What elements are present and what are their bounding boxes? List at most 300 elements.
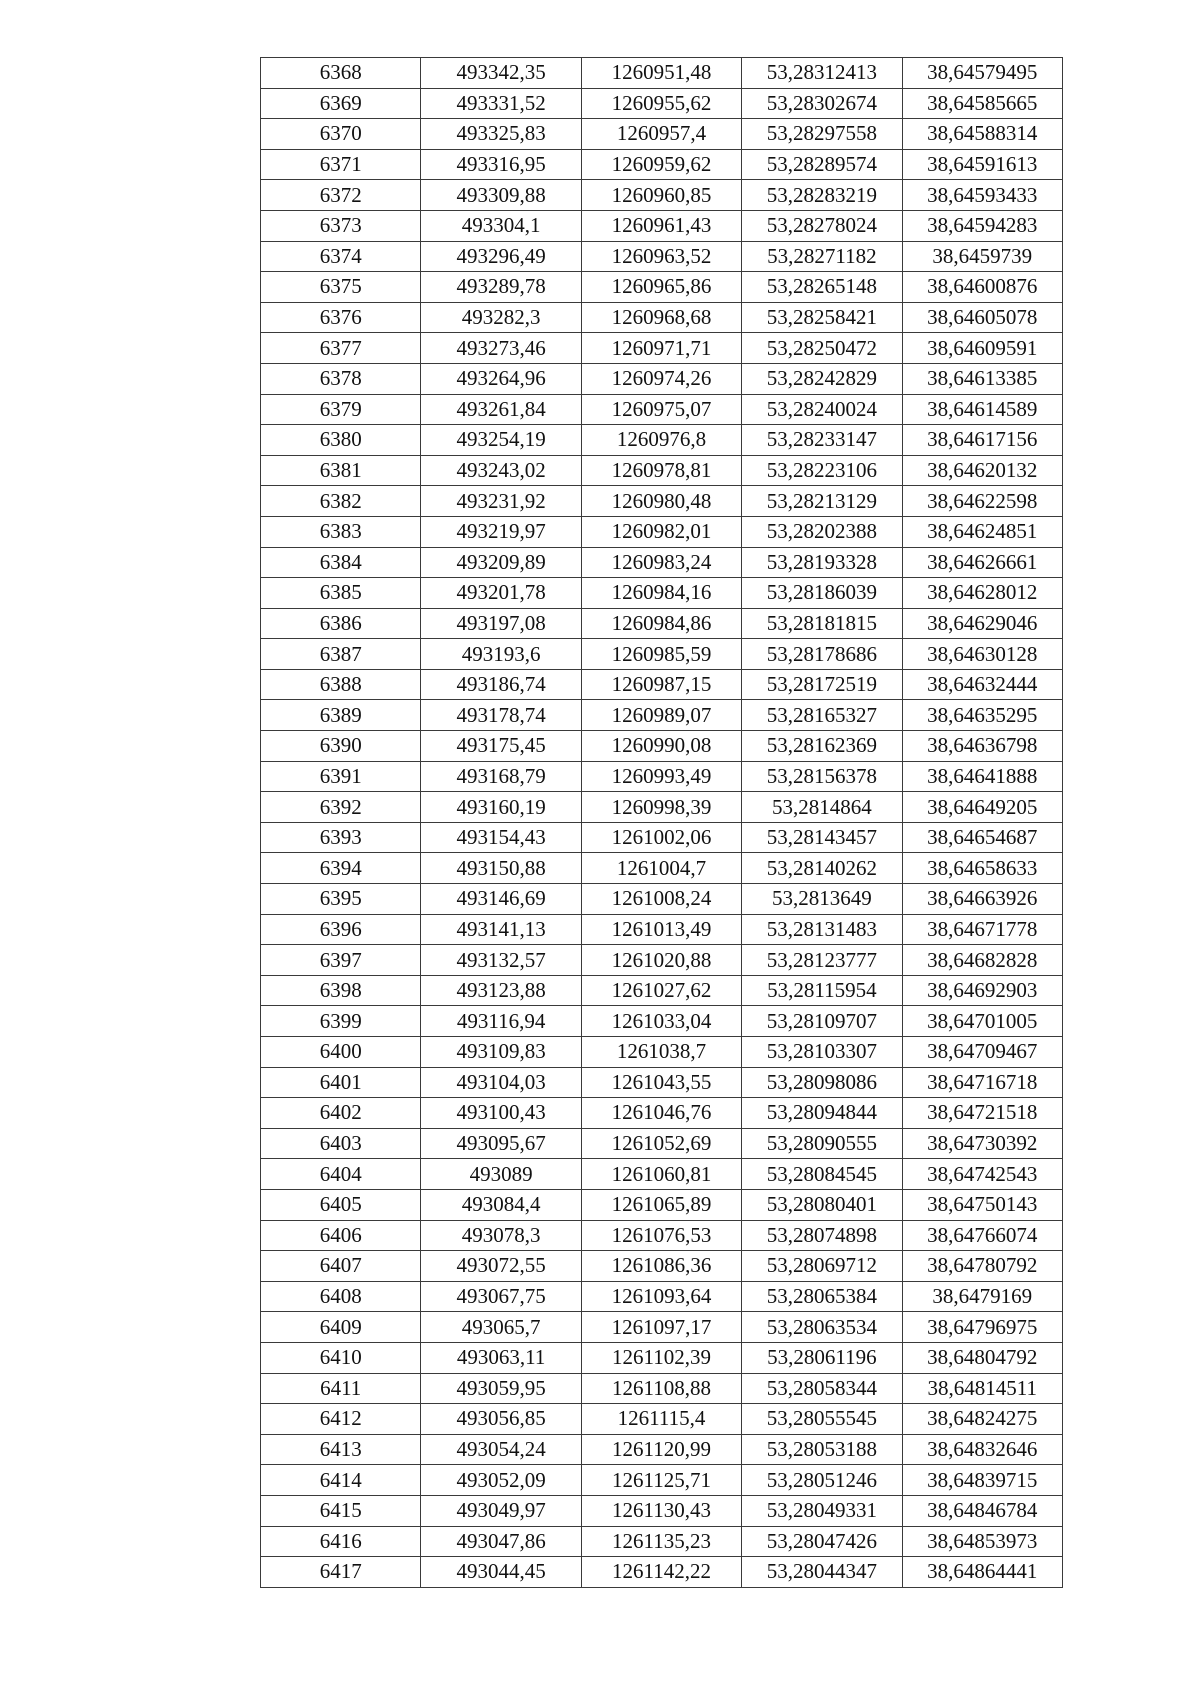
x-coordinate-cell: 493095,67 — [421, 1128, 581, 1159]
y-coordinate-cell: 1261060,81 — [581, 1159, 741, 1190]
point-number-cell: 6373 — [261, 210, 421, 241]
y-coordinate-cell: 1260993,49 — [581, 761, 741, 792]
latitude-cell: 53,28098086 — [742, 1067, 902, 1098]
table-row — [261, 578, 1063, 609]
latitude-cell: 53,28162369 — [742, 731, 902, 762]
latitude-cell: 53,28103307 — [742, 1037, 902, 1068]
latitude-cell: 53,28193328 — [742, 547, 902, 578]
latitude-cell: 53,28233147 — [742, 425, 902, 456]
table-row — [261, 1128, 1063, 1159]
latitude-cell: 53,28172519 — [742, 669, 902, 700]
longitude-cell: 38,64682828 — [902, 945, 1062, 976]
longitude-cell: 38,64663926 — [902, 884, 1062, 915]
latitude-cell: 53,28055545 — [742, 1404, 902, 1435]
x-coordinate-cell: 493289,78 — [421, 272, 581, 303]
y-coordinate-cell: 1261120,99 — [581, 1434, 741, 1465]
y-coordinate-cell: 1261008,24 — [581, 884, 741, 915]
latitude-cell: 53,28063534 — [742, 1312, 902, 1343]
latitude-cell: 53,28044347 — [742, 1557, 902, 1588]
point-number-cell: 6382 — [261, 486, 421, 517]
x-coordinate-cell: 493193,6 — [421, 639, 581, 670]
x-coordinate-cell: 493264,96 — [421, 363, 581, 394]
table-row — [261, 884, 1063, 915]
longitude-cell: 38,64832646 — [902, 1434, 1062, 1465]
point-number-cell: 6380 — [261, 425, 421, 456]
latitude-cell: 53,28297558 — [742, 119, 902, 150]
x-coordinate-cell: 493304,1 — [421, 210, 581, 241]
point-number-cell: 6407 — [261, 1251, 421, 1282]
table-row — [261, 792, 1063, 823]
y-coordinate-cell: 1261033,04 — [581, 1006, 741, 1037]
y-coordinate-cell: 1260960,85 — [581, 180, 741, 211]
point-number-cell: 6375 — [261, 272, 421, 303]
y-coordinate-cell: 1260974,26 — [581, 363, 741, 394]
table-row — [261, 1434, 1063, 1465]
point-number-cell: 6417 — [261, 1557, 421, 1588]
y-coordinate-cell: 1261102,39 — [581, 1342, 741, 1373]
x-coordinate-cell: 493141,13 — [421, 914, 581, 945]
table-row — [261, 1557, 1063, 1588]
longitude-cell: 38,64721518 — [902, 1098, 1062, 1129]
point-number-cell: 6415 — [261, 1495, 421, 1526]
table-row — [261, 1312, 1063, 1343]
x-coordinate-cell: 493116,94 — [421, 1006, 581, 1037]
latitude-cell: 53,28271182 — [742, 241, 902, 272]
longitude-cell: 38,64658633 — [902, 853, 1062, 884]
y-coordinate-cell: 1261093,64 — [581, 1281, 741, 1312]
table-row — [261, 241, 1063, 272]
point-number-cell: 6401 — [261, 1067, 421, 1098]
y-coordinate-cell: 1260998,39 — [581, 792, 741, 823]
point-number-cell: 6413 — [261, 1434, 421, 1465]
latitude-cell: 53,28061196 — [742, 1342, 902, 1373]
point-number-cell: 6406 — [261, 1220, 421, 1251]
table-row — [261, 516, 1063, 547]
latitude-cell: 53,28178686 — [742, 639, 902, 670]
x-coordinate-cell: 493261,84 — [421, 394, 581, 425]
x-coordinate-cell: 493072,55 — [421, 1251, 581, 1282]
x-coordinate-cell: 493209,89 — [421, 547, 581, 578]
longitude-cell: 38,64588314 — [902, 119, 1062, 150]
longitude-cell: 38,64814511 — [902, 1373, 1062, 1404]
x-coordinate-cell: 493123,88 — [421, 975, 581, 1006]
point-number-cell: 6378 — [261, 363, 421, 394]
longitude-cell: 38,64780792 — [902, 1251, 1062, 1282]
longitude-cell: 38,64766074 — [902, 1220, 1062, 1251]
point-number-cell: 6400 — [261, 1037, 421, 1068]
table-row — [261, 486, 1063, 517]
x-coordinate-cell: 493104,03 — [421, 1067, 581, 1098]
x-coordinate-cell: 493146,69 — [421, 884, 581, 915]
x-coordinate-cell: 493273,46 — [421, 333, 581, 364]
y-coordinate-cell: 1260951,48 — [581, 58, 741, 89]
y-coordinate-cell: 1261013,49 — [581, 914, 741, 945]
y-coordinate-cell: 1261108,88 — [581, 1373, 741, 1404]
x-coordinate-cell: 493154,43 — [421, 822, 581, 853]
longitude-cell: 38,64804792 — [902, 1342, 1062, 1373]
point-number-cell: 6392 — [261, 792, 421, 823]
latitude-cell: 53,28202388 — [742, 516, 902, 547]
latitude-cell: 53,28069712 — [742, 1251, 902, 1282]
point-number-cell: 6405 — [261, 1189, 421, 1220]
latitude-cell: 53,28123777 — [742, 945, 902, 976]
table-row — [261, 700, 1063, 731]
table-row — [261, 1067, 1063, 1098]
x-coordinate-cell: 493309,88 — [421, 180, 581, 211]
table-row — [261, 1526, 1063, 1557]
x-coordinate-cell: 493100,43 — [421, 1098, 581, 1129]
longitude-cell: 38,64635295 — [902, 700, 1062, 731]
latitude-cell: 53,28265148 — [742, 272, 902, 303]
point-number-cell: 6384 — [261, 547, 421, 578]
longitude-cell: 38,64853973 — [902, 1526, 1062, 1557]
longitude-cell: 38,64692903 — [902, 975, 1062, 1006]
y-coordinate-cell: 1261043,55 — [581, 1067, 741, 1098]
longitude-cell: 38,64600876 — [902, 272, 1062, 303]
longitude-cell: 38,64864441 — [902, 1557, 1062, 1588]
table-row — [261, 1220, 1063, 1251]
longitude-cell: 38,64614589 — [902, 394, 1062, 425]
y-coordinate-cell: 1260978,81 — [581, 455, 741, 486]
longitude-cell: 38,64636798 — [902, 731, 1062, 762]
y-coordinate-cell: 1260980,48 — [581, 486, 741, 517]
x-coordinate-cell: 493175,45 — [421, 731, 581, 762]
table-row — [261, 1373, 1063, 1404]
longitude-cell: 38,6479169 — [902, 1281, 1062, 1312]
point-number-cell: 6372 — [261, 180, 421, 211]
longitude-cell: 38,64824275 — [902, 1404, 1062, 1435]
longitude-cell: 38,64605078 — [902, 302, 1062, 333]
point-number-cell: 6395 — [261, 884, 421, 915]
latitude-cell: 53,28065384 — [742, 1281, 902, 1312]
y-coordinate-cell: 1261046,76 — [581, 1098, 741, 1129]
x-coordinate-cell: 493254,19 — [421, 425, 581, 456]
point-number-cell: 6379 — [261, 394, 421, 425]
table-row — [261, 1342, 1063, 1373]
latitude-cell: 53,28143457 — [742, 822, 902, 853]
y-coordinate-cell: 1261065,89 — [581, 1189, 741, 1220]
point-number-cell: 6404 — [261, 1159, 421, 1190]
x-coordinate-cell: 493047,86 — [421, 1526, 581, 1557]
latitude-cell: 53,28051246 — [742, 1465, 902, 1496]
point-number-cell: 6369 — [261, 88, 421, 119]
longitude-cell: 38,64641888 — [902, 761, 1062, 792]
latitude-cell: 53,28080401 — [742, 1189, 902, 1220]
x-coordinate-cell: 493219,97 — [421, 516, 581, 547]
y-coordinate-cell: 1260965,86 — [581, 272, 741, 303]
point-number-cell: 6399 — [261, 1006, 421, 1037]
x-coordinate-cell: 493063,11 — [421, 1342, 581, 1373]
point-number-cell: 6390 — [261, 731, 421, 762]
longitude-cell: 38,64701005 — [902, 1006, 1062, 1037]
x-coordinate-cell: 493201,78 — [421, 578, 581, 609]
y-coordinate-cell: 1260963,52 — [581, 241, 741, 272]
latitude-cell: 53,28094844 — [742, 1098, 902, 1129]
longitude-cell: 38,64742543 — [902, 1159, 1062, 1190]
x-coordinate-cell: 493296,49 — [421, 241, 581, 272]
table-row — [261, 822, 1063, 853]
latitude-cell: 53,28289574 — [742, 149, 902, 180]
x-coordinate-cell: 493243,02 — [421, 455, 581, 486]
latitude-cell: 53,28115954 — [742, 975, 902, 1006]
table-row — [261, 455, 1063, 486]
latitude-cell: 53,28223106 — [742, 455, 902, 486]
y-coordinate-cell: 1260975,07 — [581, 394, 741, 425]
table-row — [261, 1159, 1063, 1190]
latitude-cell: 53,28049331 — [742, 1495, 902, 1526]
y-coordinate-cell: 1260984,86 — [581, 608, 741, 639]
table-row — [261, 363, 1063, 394]
y-coordinate-cell: 1260990,08 — [581, 731, 741, 762]
table-row — [261, 210, 1063, 241]
longitude-cell: 38,64594283 — [902, 210, 1062, 241]
latitude-cell: 53,28250472 — [742, 333, 902, 364]
y-coordinate-cell: 1260955,62 — [581, 88, 741, 119]
x-coordinate-cell: 493342,35 — [421, 58, 581, 89]
longitude-cell: 38,6459739 — [902, 241, 1062, 272]
longitude-cell: 38,64709467 — [902, 1037, 1062, 1068]
table-row — [261, 58, 1063, 89]
point-number-cell: 6414 — [261, 1465, 421, 1496]
table-row — [261, 1189, 1063, 1220]
longitude-cell: 38,64620132 — [902, 455, 1062, 486]
table-row — [261, 731, 1063, 762]
longitude-cell: 38,64624851 — [902, 516, 1062, 547]
table-row — [261, 1006, 1063, 1037]
longitude-cell: 38,64579495 — [902, 58, 1062, 89]
longitude-cell: 38,64750143 — [902, 1189, 1062, 1220]
x-coordinate-cell: 493231,92 — [421, 486, 581, 517]
table-row — [261, 394, 1063, 425]
latitude-cell: 53,2814864 — [742, 792, 902, 823]
x-coordinate-cell: 493109,83 — [421, 1037, 581, 1068]
x-coordinate-cell: 493052,09 — [421, 1465, 581, 1496]
longitude-cell: 38,64796975 — [902, 1312, 1062, 1343]
x-coordinate-cell: 493150,88 — [421, 853, 581, 884]
latitude-cell: 53,28074898 — [742, 1220, 902, 1251]
x-coordinate-cell: 493044,45 — [421, 1557, 581, 1588]
longitude-cell: 38,64649205 — [902, 792, 1062, 823]
y-coordinate-cell: 1261004,7 — [581, 853, 741, 884]
latitude-cell: 53,28156378 — [742, 761, 902, 792]
y-coordinate-cell: 1260984,16 — [581, 578, 741, 609]
point-number-cell: 6408 — [261, 1281, 421, 1312]
y-coordinate-cell: 1261115,4 — [581, 1404, 741, 1435]
point-number-cell: 6393 — [261, 822, 421, 853]
longitude-cell: 38,64629046 — [902, 608, 1062, 639]
y-coordinate-cell: 1261027,62 — [581, 975, 741, 1006]
point-number-cell: 6385 — [261, 578, 421, 609]
x-coordinate-cell: 493282,3 — [421, 302, 581, 333]
x-coordinate-cell: 493197,08 — [421, 608, 581, 639]
y-coordinate-cell: 1260968,68 — [581, 302, 741, 333]
point-number-cell: 6403 — [261, 1128, 421, 1159]
longitude-cell: 38,64617156 — [902, 425, 1062, 456]
longitude-cell: 38,64716718 — [902, 1067, 1062, 1098]
longitude-cell: 38,64654687 — [902, 822, 1062, 853]
table-row — [261, 149, 1063, 180]
longitude-cell: 38,64671778 — [902, 914, 1062, 945]
y-coordinate-cell: 1261130,43 — [581, 1495, 741, 1526]
point-number-cell: 6396 — [261, 914, 421, 945]
table-row — [261, 1495, 1063, 1526]
y-coordinate-cell: 1260957,4 — [581, 119, 741, 150]
latitude-cell: 53,28109707 — [742, 1006, 902, 1037]
longitude-cell: 38,64846784 — [902, 1495, 1062, 1526]
y-coordinate-cell: 1261125,71 — [581, 1465, 741, 1496]
y-coordinate-cell: 1260982,01 — [581, 516, 741, 547]
latitude-cell: 53,28186039 — [742, 578, 902, 609]
longitude-cell: 38,64622598 — [902, 486, 1062, 517]
x-coordinate-cell: 493089 — [421, 1159, 581, 1190]
y-coordinate-cell: 1261086,36 — [581, 1251, 741, 1282]
latitude-cell: 53,28053188 — [742, 1434, 902, 1465]
point-number-cell: 6411 — [261, 1373, 421, 1404]
x-coordinate-cell: 493186,74 — [421, 669, 581, 700]
longitude-cell: 38,64730392 — [902, 1128, 1062, 1159]
x-coordinate-cell: 493054,24 — [421, 1434, 581, 1465]
latitude-cell: 53,28165327 — [742, 700, 902, 731]
y-coordinate-cell: 1260971,71 — [581, 333, 741, 364]
point-number-cell: 6374 — [261, 241, 421, 272]
latitude-cell: 53,28181815 — [742, 608, 902, 639]
table-row — [261, 945, 1063, 976]
y-coordinate-cell: 1260983,24 — [581, 547, 741, 578]
table-row — [261, 669, 1063, 700]
point-number-cell: 6412 — [261, 1404, 421, 1435]
table-row — [261, 333, 1063, 364]
latitude-cell: 53,28258421 — [742, 302, 902, 333]
point-number-cell: 6409 — [261, 1312, 421, 1343]
y-coordinate-cell: 1260959,62 — [581, 149, 741, 180]
latitude-cell: 53,28213129 — [742, 486, 902, 517]
y-coordinate-cell: 1261097,17 — [581, 1312, 741, 1343]
x-coordinate-cell: 493325,83 — [421, 119, 581, 150]
y-coordinate-cell: 1261020,88 — [581, 945, 741, 976]
latitude-cell: 53,28240024 — [742, 394, 902, 425]
point-number-cell: 6398 — [261, 975, 421, 1006]
table-row — [261, 975, 1063, 1006]
point-number-cell: 6370 — [261, 119, 421, 150]
longitude-cell: 38,64593433 — [902, 180, 1062, 211]
y-coordinate-cell: 1260985,59 — [581, 639, 741, 670]
x-coordinate-cell: 493056,85 — [421, 1404, 581, 1435]
y-coordinate-cell: 1261142,22 — [581, 1557, 741, 1588]
longitude-cell: 38,64630128 — [902, 639, 1062, 670]
longitude-cell: 38,64609591 — [902, 333, 1062, 364]
table-row — [261, 425, 1063, 456]
latitude-cell: 53,28090555 — [742, 1128, 902, 1159]
point-number-cell: 6402 — [261, 1098, 421, 1129]
y-coordinate-cell: 1261002,06 — [581, 822, 741, 853]
latitude-cell: 53,28302674 — [742, 88, 902, 119]
x-coordinate-cell: 493065,7 — [421, 1312, 581, 1343]
table-row — [261, 88, 1063, 119]
point-number-cell: 6416 — [261, 1526, 421, 1557]
longitude-cell: 38,64839715 — [902, 1465, 1062, 1496]
point-number-cell: 6388 — [261, 669, 421, 700]
y-coordinate-cell: 1260989,07 — [581, 700, 741, 731]
point-number-cell: 6387 — [261, 639, 421, 670]
y-coordinate-cell: 1260987,15 — [581, 669, 741, 700]
table-row — [261, 180, 1063, 211]
table-row — [261, 1404, 1063, 1435]
table-row — [261, 1251, 1063, 1282]
longitude-cell: 38,64628012 — [902, 578, 1062, 609]
latitude-cell: 53,28131483 — [742, 914, 902, 945]
table-row — [261, 1281, 1063, 1312]
point-number-cell: 6383 — [261, 516, 421, 547]
x-coordinate-cell: 493160,19 — [421, 792, 581, 823]
y-coordinate-cell: 1261038,7 — [581, 1037, 741, 1068]
y-coordinate-cell: 1261076,53 — [581, 1220, 741, 1251]
point-number-cell: 6368 — [261, 58, 421, 89]
table-row — [261, 853, 1063, 884]
longitude-cell: 38,64585665 — [902, 88, 1062, 119]
point-number-cell: 6381 — [261, 455, 421, 486]
table-body — [261, 58, 1063, 1588]
longitude-cell: 38,64591613 — [902, 149, 1062, 180]
y-coordinate-cell: 1261135,23 — [581, 1526, 741, 1557]
longitude-cell: 38,64632444 — [902, 669, 1062, 700]
table-row — [261, 639, 1063, 670]
table-row — [261, 914, 1063, 945]
x-coordinate-cell: 493331,52 — [421, 88, 581, 119]
y-coordinate-cell: 1260961,43 — [581, 210, 741, 241]
y-coordinate-cell: 1260976,8 — [581, 425, 741, 456]
x-coordinate-cell: 493084,4 — [421, 1189, 581, 1220]
latitude-cell: 53,28047426 — [742, 1526, 902, 1557]
longitude-cell: 38,64626661 — [902, 547, 1062, 578]
latitude-cell: 53,28283219 — [742, 180, 902, 211]
coordinates-table — [260, 57, 1063, 1588]
point-number-cell: 6397 — [261, 945, 421, 976]
x-coordinate-cell: 493059,95 — [421, 1373, 581, 1404]
point-number-cell: 6394 — [261, 853, 421, 884]
point-number-cell: 6389 — [261, 700, 421, 731]
x-coordinate-cell: 493316,95 — [421, 149, 581, 180]
latitude-cell: 53,28084545 — [742, 1159, 902, 1190]
point-number-cell: 6386 — [261, 608, 421, 639]
latitude-cell: 53,28140262 — [742, 853, 902, 884]
latitude-cell: 53,28312413 — [742, 58, 902, 89]
x-coordinate-cell: 493049,97 — [421, 1495, 581, 1526]
point-number-cell: 6391 — [261, 761, 421, 792]
latitude-cell: 53,2813649 — [742, 884, 902, 915]
table-row — [261, 302, 1063, 333]
point-number-cell: 6410 — [261, 1342, 421, 1373]
latitude-cell: 53,28242829 — [742, 363, 902, 394]
table-row — [261, 1465, 1063, 1496]
table-row — [261, 1037, 1063, 1068]
x-coordinate-cell: 493078,3 — [421, 1220, 581, 1251]
table-row — [261, 608, 1063, 639]
x-coordinate-cell: 493132,57 — [421, 945, 581, 976]
y-coordinate-cell: 1261052,69 — [581, 1128, 741, 1159]
x-coordinate-cell: 493067,75 — [421, 1281, 581, 1312]
point-number-cell: 6371 — [261, 149, 421, 180]
x-coordinate-cell: 493178,74 — [421, 700, 581, 731]
table-row — [261, 1098, 1063, 1129]
table-row — [261, 272, 1063, 303]
x-coordinate-cell: 493168,79 — [421, 761, 581, 792]
longitude-cell: 38,64613385 — [902, 363, 1062, 394]
point-number-cell: 6377 — [261, 333, 421, 364]
latitude-cell: 53,28058344 — [742, 1373, 902, 1404]
table-row — [261, 761, 1063, 792]
point-number-cell: 6376 — [261, 302, 421, 333]
table-row — [261, 547, 1063, 578]
